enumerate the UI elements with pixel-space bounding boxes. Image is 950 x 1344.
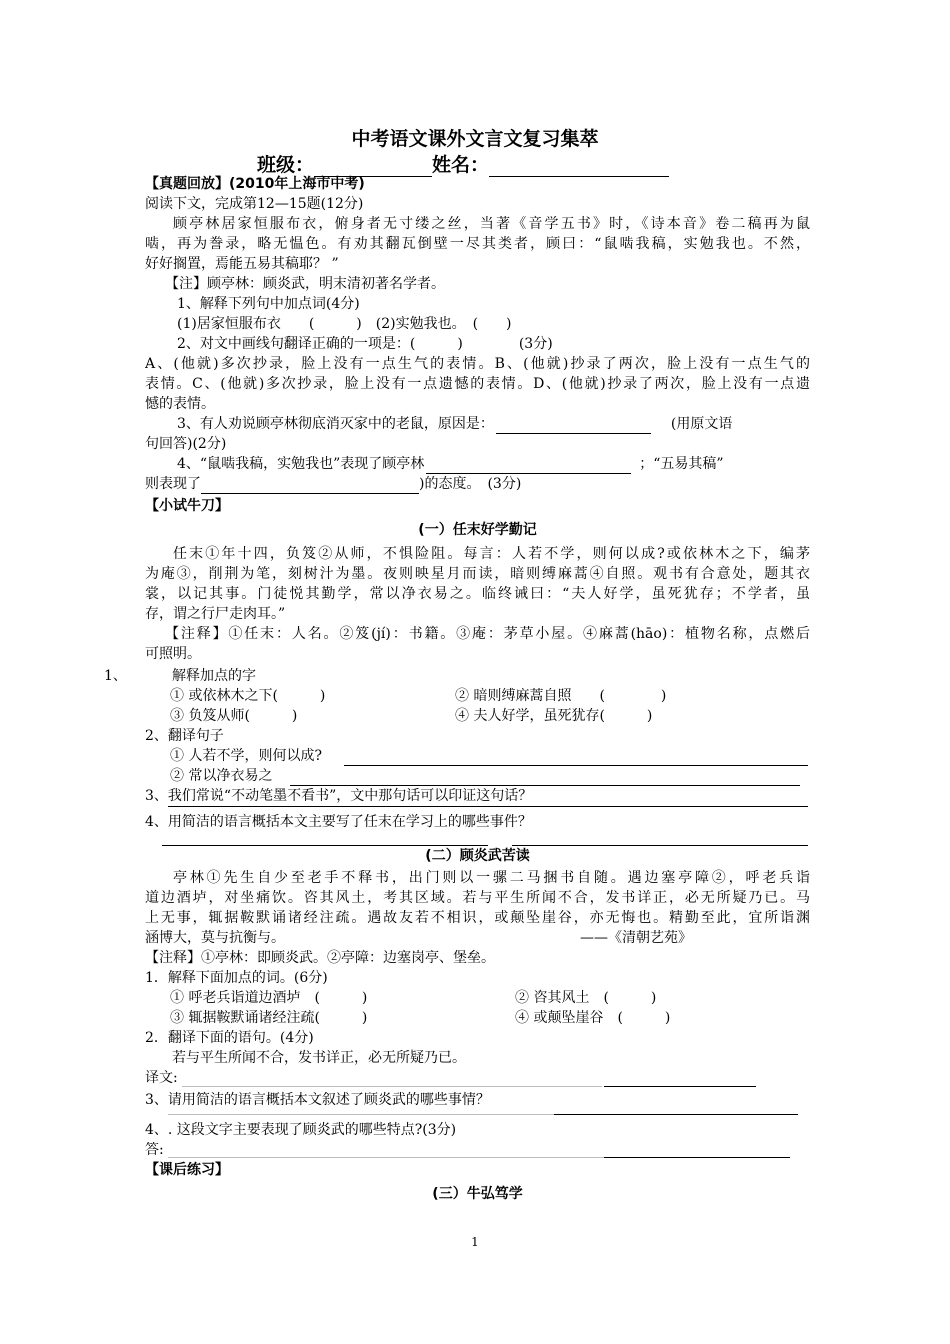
passage-line: 亭林①先生自少至老手不释书，出门则以一骡二马捆书自随。遇边塞亭障②，呼老兵诣 <box>173 870 810 886</box>
question-1-item: ④ 或颠坠崖谷 ( ) <box>515 1010 671 1026</box>
instruction: 阅读下文，完成第12—15题(12分) <box>145 196 364 212</box>
question-4: 4、. 这段文字主要表现了顾炎武的哪些特点?(3分) <box>145 1122 457 1138</box>
question-1-items: (1)居家恒服布衣 ( ) (2)实勉我也。 ( ) <box>177 316 512 332</box>
question-3-cont: 句回答)(2分) <box>145 436 227 452</box>
question-1-item: ④ 夫人好学，虽死犹存( ) <box>455 708 653 724</box>
document-title: 中考语文课外文言文复习集萃 <box>351 128 599 150</box>
subtitle-renmo: (一）任末好学勤记 <box>418 522 537 538</box>
question-2: 2．翻译下面的语句。(4分) <box>145 1030 314 1046</box>
question-2-item: ② 常以净衣易之 <box>170 768 273 784</box>
question-1: 1．解释下面加点的词。(6分) <box>145 970 328 986</box>
question-1: 解释加点的字 <box>172 668 256 684</box>
question-1-item: ② 暗则缚麻蒿自照 ( ) <box>455 688 667 704</box>
section-heading-homework: 【课后练习】 <box>145 1162 229 1178</box>
passage-line: 涵博大，莫与抗衡与。 <box>145 930 285 946</box>
answer-line[interactable] <box>168 1157 604 1158</box>
question-4-mid: ；“五易其稿” <box>639 456 724 472</box>
answer-prompt: 译文: <box>145 1070 178 1086</box>
question-2-options: A、(他就)多次抄录，脸上没有一点生气的表情。B、(他就)抄录了两次，脸上没有一点生气的 <box>145 356 810 372</box>
question-4-tail: )的态度。 (3分) <box>419 476 522 492</box>
passage-line: 道边酒垆，对坐痛饮。咨其风土，考其区域。若与平生所闻不合，发书详正，必无所疑乃已。马 <box>145 890 810 906</box>
page-number: 1 <box>471 1235 479 1249</box>
passage-line: 啮，再为誊录，略无愠色。有劝其翻瓦倒壁一尽其类者，顾曰：“鼠啮我稿，实勉我也。不然， <box>145 236 810 252</box>
question-1-item: ① 呼老兵诣道边酒垆 ( ) <box>170 990 368 1006</box>
question-1-item: ① 或依林木之下( ) <box>170 688 326 704</box>
question-number: 1、 <box>104 668 127 684</box>
question-3: 3、我们常说“不动笔墨不看书”，文中那句话可以印证这句话？ <box>145 788 533 804</box>
subtitle-niuhong: (三）牛弘笃学 <box>432 1186 523 1202</box>
subtitle-guyanwu: (二）顾炎武苦读 <box>425 848 530 864</box>
answer-blank[interactable] <box>496 415 651 434</box>
question-4-text: 4、“鼠啮我稿，实勉我也”表现了顾亭林 <box>177 456 425 472</box>
passage-line: 好好搁置，焉能五易其稿耶？ ” <box>145 256 339 272</box>
question-3: 3、请用简洁的语言概括本文叙述了顾炎武的哪些事情？ <box>145 1092 490 1108</box>
question-2-options: 表情。C、(他就)多次抄录，脸上没有一点遗憾的表情。D、(他就)抄录了两次，脸上没有一点遗 <box>145 376 810 392</box>
passage-line: 存，谓之行尸走肉耳。” <box>145 606 286 622</box>
question-2: 2、翻译句子 <box>145 728 224 744</box>
question-2: 2、对文中画线句翻译正确的一项是：( ) (3分) <box>177 336 553 352</box>
note: 【注释】①亭林：即顾炎武。②亭障：边塞岗亭、堡垒。 <box>145 950 495 966</box>
question-2-item: ① 人若不学，则何以成? <box>170 748 322 764</box>
question-1-item: ② 咨其风土 ( ) <box>515 990 657 1006</box>
answer-line[interactable] <box>344 765 808 766</box>
passage-line: 顾亭林居家恒服布衣，俯身者无寸缕之丝，当著《音学五书》时，《诗本音》卷二稿再为鼠 <box>173 216 810 232</box>
class-label: 班级： <box>257 154 315 176</box>
question-1: 1、解释下列句中加点词(4分) <box>177 296 360 312</box>
answer-blank[interactable] <box>426 455 631 474</box>
passage-line: 裳，以记其事。门徒悦其勤学，常以净衣易之。临终诫曰：“夫人好学，虽死犹存；不学者，虽 <box>145 586 810 602</box>
passage-line: 为庵③，削荆为笔，刻树汁为墨。夜则映星月而读，暗则缚麻蒿④自照。观书有合意处，题其衣 <box>145 566 810 582</box>
question-4: 4、用简洁的语言概括本文主要写了任末在学习上的哪些事件？ <box>145 814 532 830</box>
answer-line[interactable] <box>604 1157 790 1158</box>
question-2-sentence: 若与平生所闻不合，发书详正，必无所疑乃已。 <box>172 1050 466 1066</box>
passage-line: 任末①年十四，负笈②从师，不惧险阻。每言：人若不学，则何以成?或依林木之下，编茅 <box>173 546 810 562</box>
question-3-tail: (用原文语 <box>670 416 733 432</box>
note: 可照明。 <box>145 646 201 662</box>
answer-line[interactable] <box>604 1086 756 1087</box>
section-heading-exam: 【真题回放】(2010年上海市中考) <box>145 176 365 192</box>
name-class-line <box>257 150 669 177</box>
answer-line[interactable] <box>554 1114 798 1115</box>
answer-line[interactable] <box>168 1114 554 1115</box>
answer-line[interactable] <box>182 1086 602 1087</box>
name-label: 姓名： <box>432 154 490 176</box>
answer-line[interactable] <box>168 806 808 807</box>
question-2-options: 憾的表情。 <box>145 396 215 412</box>
question-1-item: ③ 辄据鞍默诵诸经注疏( ) <box>170 1010 368 1026</box>
section-heading-practice: 【小试牛刀】 <box>145 498 229 514</box>
question-4-cont <box>145 474 810 494</box>
question-3-text: 3、有人劝说顾亭林彻底消灭家中的老鼠，原因是： <box>177 416 494 432</box>
note: 【注】顾亭林：顾炎武，明末清初著名学者。 <box>165 276 445 292</box>
answer-blank[interactable] <box>201 475 419 494</box>
passage-line: 上无事，辄据鞍默诵诸经注疏。遇故友若不相识，或颠坠崖谷，亦无悔也。精勤至此，宜所诣渊 <box>145 910 810 926</box>
question-1-item: ③ 负笈从师( ) <box>170 708 298 724</box>
answer-prompt: 答: <box>145 1142 164 1158</box>
note: 【注释】①任末：人名。②笈(jí)：书籍。③庵：茅草小屋。④麻蒿(hāo)：植物名称，点燃后 <box>165 626 810 642</box>
question-3 <box>145 414 810 434</box>
source: ——《清朝艺苑》 <box>580 930 692 946</box>
question-4 <box>145 454 810 474</box>
question-4-text2: 则表现了 <box>145 476 201 492</box>
